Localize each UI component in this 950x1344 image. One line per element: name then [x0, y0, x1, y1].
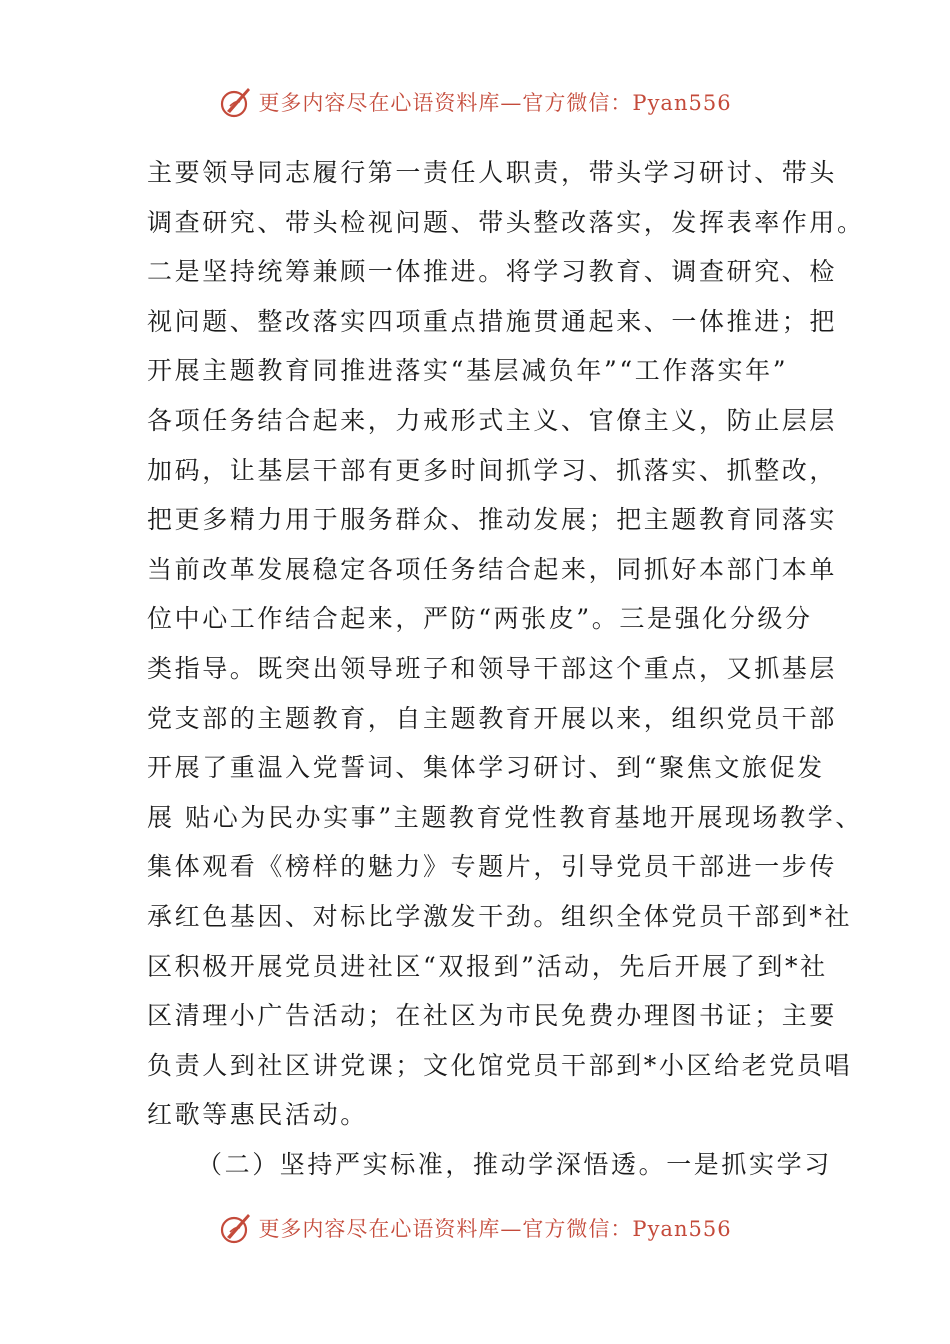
- header-watermark-text: 更多内容尽在心语资料库—官方微信：Pyan556: [258, 91, 732, 115]
- text-line: 集体观看《榜样的魅力》专题片，引导党员干部进一步传: [147, 852, 838, 882]
- text-line: 开展了重温入党誓词、集体学习研讨、到“聚焦文旅促发: [147, 753, 825, 783]
- text-line: 视问题、整改落实四项重点措施贯通起来、一体推进；把: [147, 306, 838, 336]
- text-line: 加码，让基层干部有更多时间抓学习、抓落实、抓整改，: [147, 455, 838, 485]
- footer-watermark-text: 更多内容尽在心语资料库—官方微信：Pyan556: [258, 1217, 732, 1241]
- text-line: 党支部的主题教育，自主题教育开展以来，组织党员干部: [147, 703, 838, 733]
- text-line: 各项任务结合起来，力戒形式主义、官僚主义，防止层层: [147, 405, 838, 435]
- text-line: 区积极开展党员进社区“双报到”活动，先后开展了到*社: [147, 951, 828, 981]
- header-watermark-banner: [0, 82, 950, 122]
- quill-pen-logo-icon: [218, 1210, 254, 1246]
- text-line: 二是坚持统筹兼顾一体推进。将学习教育、调查研究、检: [147, 257, 838, 287]
- text-line: 主要领导同志履行第一责任人职责，带头学习研讨、带头: [147, 158, 838, 187]
- quill-pen-logo-icon: [218, 84, 254, 120]
- text-line: 区清理小广告活动；在社区为市民免费办理图书证；主要: [147, 1001, 838, 1031]
- text-line: 开展主题教育同推进落实“基层减负年”“工作落实年”: [147, 356, 789, 386]
- text-line: 展 贴心为民办实事”主题教育党性教育基地开展现场教学、: [147, 802, 863, 832]
- footer-watermark-banner: [0, 1208, 950, 1248]
- section-heading-line: （二）坚持严实标准，推动学深悟透。一是抓实学习: [197, 1149, 832, 1179]
- text-line: 负责人到社区讲党课；文化馆党员干部到*小区给老党员唱: [147, 1050, 853, 1080]
- text-line: 类指导。既突出领导班子和领导干部这个重点，又抓基层: [147, 653, 838, 683]
- text-line: 位中心工作结合起来，严防“两张皮”。三是强化分级分: [147, 604, 813, 634]
- document-body: [147, 148, 865, 1189]
- text-line: 调查研究、带头检视问题、带头整改落实，发挥表率作用。: [147, 207, 865, 237]
- text-line: 当前改革发展稳定各项任务结合起来，同抓好本部门本单: [147, 554, 838, 584]
- text-line: 把更多精力用于服务群众、推动发展；把主题教育同落实: [147, 505, 838, 535]
- text-line: 红歌等惠民活动。: [147, 1100, 368, 1130]
- text-line: 承红色基因、对标比学激发干劲。组织全体党员干部到*社: [147, 901, 853, 931]
